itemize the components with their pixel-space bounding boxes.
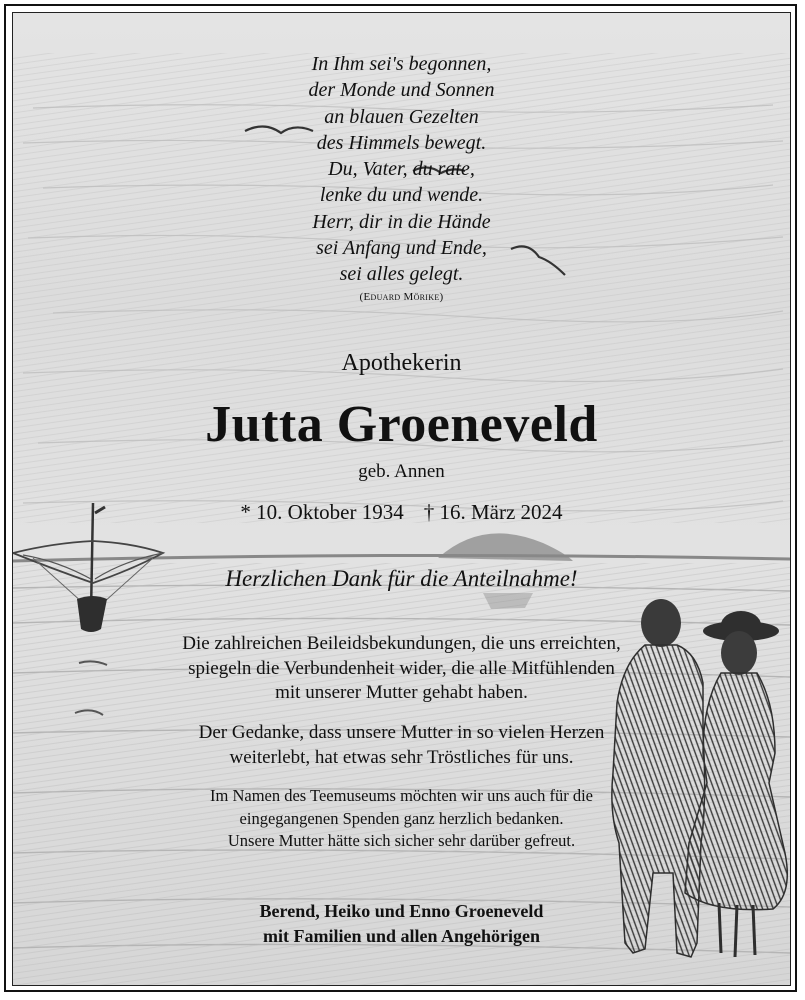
paragraph-line: spiegeln die Verbundenheit wider, die alle Mitfühlenden [188, 657, 615, 679]
sun-reflection [483, 593, 533, 609]
poem-line: sei Anfang und Ende, [316, 237, 487, 260]
birth-date: * 10. Oktober 1934 [240, 500, 404, 524]
poem-line: lenke du und wende. [319, 184, 484, 207]
family-signature [13, 899, 790, 949]
signature-line: mit Familien und allen Angehörigen [262, 926, 541, 946]
obituary-frame [4, 4, 797, 992]
poem-line: der Monde und Sonnen [308, 79, 495, 102]
horizon-line [13, 555, 790, 561]
poem-line: des Himmels bewegt. [316, 131, 487, 154]
paragraph-condolences [13, 632, 790, 706]
maiden-name: geb. Annen [358, 461, 445, 482]
poem-line: Du, Vater, du rate, [328, 158, 475, 181]
paragraph-line: Im Namen des Teemuseums möchten wir uns auch für die [210, 786, 593, 805]
poem-line: sei alles gelegt. [339, 263, 464, 286]
profession-title: Apothekerin [341, 350, 462, 376]
poem-line: Herr, dir in die Hände [312, 210, 491, 233]
poem [13, 51, 790, 288]
poem-line: an blauen Gezelten [324, 105, 479, 128]
paragraph-line: Der Gedanke, dass unsere Mutter in so vielen Herzen [198, 722, 605, 743]
poem-line: In Ihm sei's begonnen, [311, 53, 492, 75]
death-date: † 16. März 2024 [423, 500, 563, 524]
thanks-heading: Herzlichen Dank für die Anteilnahme! [225, 566, 578, 591]
paragraph-line: eingegangenen Spenden ganz herzlich bedanken. [239, 808, 564, 828]
paragraph-line: Unsere Mutter hätte sich sicher sehr darüber gefreut. [227, 831, 576, 850]
paragraph-line: mit unserer Mutter gehabt haben. [275, 682, 528, 703]
signature-line: Berend, Heiko und Enno Groeneveld [259, 901, 544, 921]
paragraph-line: weiterlebt, hat etwas sehr Tröstliches für uns. [229, 746, 574, 768]
life-dates [13, 500, 790, 525]
paragraph-consolation [13, 721, 790, 770]
paragraph-donations [13, 785, 790, 853]
poem-author: (Eduard Mörike) [359, 291, 444, 303]
paragraph-line: Die zahlreichen Beileidsbekundungen, die uns erreichten, [182, 633, 621, 654]
deceased-name: Jutta Groeneveld [205, 396, 598, 453]
obituary-card [12, 12, 791, 986]
